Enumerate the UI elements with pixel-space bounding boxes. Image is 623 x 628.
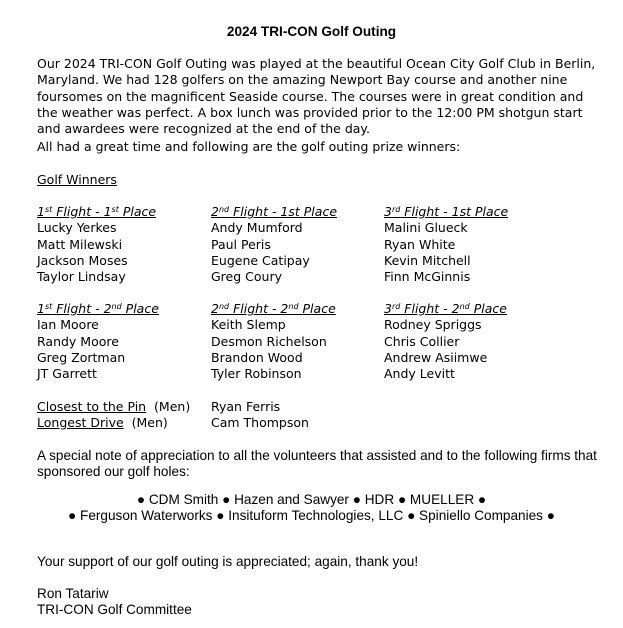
flight-block (384, 204, 508, 285)
winner-name: Desmon Richelson (211, 333, 327, 349)
winner-name: Keith Slemp (211, 317, 286, 333)
winner-name: Andy Mumford (211, 220, 303, 236)
winner-name: Greg Coury (211, 269, 282, 285)
winner-name: Malini Glueck (384, 220, 468, 236)
winner-name: Tyler Robinson (211, 366, 302, 382)
golf-winners-heading: Golf Winners (37, 172, 117, 187)
closest-to-pin-award (37, 399, 190, 415)
winner-name: Greg Zortman (37, 349, 126, 365)
winner-name: Randy Moore (37, 333, 119, 349)
award-suffix: (Men) (146, 399, 191, 414)
longest-drive-winner: Cam Thompson (211, 415, 309, 430)
winner-name: Kevin Mitchell (384, 252, 471, 268)
flight-block (37, 204, 156, 285)
flight-block (211, 204, 337, 285)
longest-drive-award (37, 415, 168, 431)
winner-name: Lucky Yerkes (37, 220, 117, 236)
award-label: Longest Drive (37, 415, 124, 430)
winner-name: Chris Collier (384, 333, 460, 349)
signature-committee: TRI-CON Golf Committee (37, 602, 192, 617)
sponsors-line-2: ● Ferguson Waterworks ● Insituform Technologies, LLC ● Spiniello Companies ● (68, 508, 555, 523)
winner-name: Jackson Moses (37, 252, 128, 268)
flight-heading: 1st Flight - 1st Place (37, 204, 157, 219)
thank-you-line: Your support of our golf outing is appreciated; again, thank you! (37, 554, 419, 569)
winner-name: Finn McGinnis (384, 269, 471, 285)
intro-paragraph: Our 2024 TRI-CON Golf Outing was played at the beautiful Ocean City Golf Club in Berlin, Maryland. We had 128 golfers on the amazing Newport Bay course and another nine foursomes on the magnificent Seaside course. The courses were in great condition and the weather was perfect. A box lunch was provided prior to the 12:00 PM shotgun start and awardees were recognized at the end of the day. (37, 56, 596, 137)
flight-heading: 3rd Flight - 2nd Place (384, 301, 507, 316)
winner-name: Andy Levitt (384, 366, 455, 382)
award-suffix: (Men) (123, 415, 168, 430)
winner-name: Matt Milewski (37, 236, 123, 252)
flight-block (384, 301, 507, 382)
winner-name: Taylor Lindsay (37, 269, 126, 285)
flight-block (37, 301, 159, 382)
document-title: 2024 TRI-CON Golf Outing (226, 24, 397, 39)
flight-heading: 2nd Flight - 2nd Place (211, 301, 336, 316)
winner-name: Ryan White (384, 236, 456, 252)
sponsors-line-1: ● CDM Smith ● Hazen and Sawyer ● HDR ● MUELLER ● (136, 492, 487, 507)
winner-name: Eugene Catipay (211, 252, 310, 268)
winner-name: Andrew Asiimwe (384, 349, 488, 365)
award-label: Closest to the Pin (37, 399, 147, 414)
flight-block (211, 301, 336, 382)
winner-name: JT Garrett (37, 366, 97, 382)
flight-heading: 3rd Flight - 1st Place (384, 204, 509, 219)
winner-name: Rodney Spriggs (384, 317, 482, 333)
flight-heading: 2nd Flight - 1st Place (211, 204, 338, 219)
appreciation-paragraph: A special note of appreciation to all the volunteers that assisted and to the following firms that sponsored our golf holes: (37, 448, 597, 480)
lead-sentence: All had a great time and following are the golf outing prize winners: (37, 139, 461, 154)
winner-name: Brandon Wood (211, 349, 303, 365)
closest-to-pin-winner: Ryan Ferris (211, 399, 281, 414)
winner-name: Ian Moore (37, 317, 99, 333)
signature-name: Ron Tatariw (37, 586, 109, 601)
winner-name: Paul Peris (211, 236, 271, 252)
flight-heading: 1st Flight - 2nd Place (37, 301, 159, 316)
